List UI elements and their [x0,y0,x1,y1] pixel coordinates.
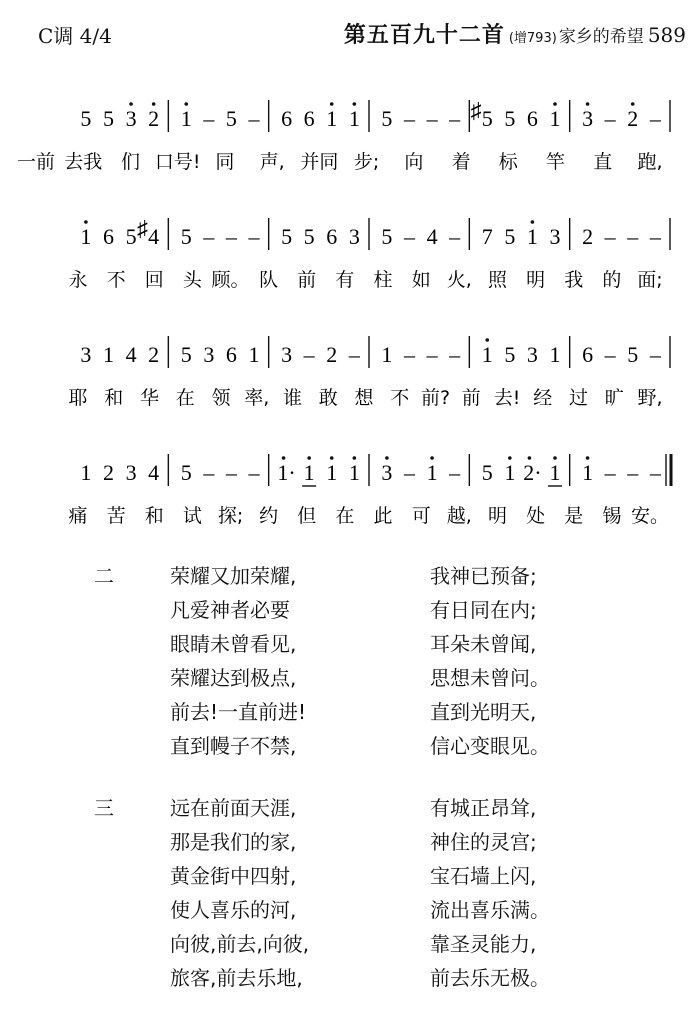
lyric-syllable: 安。 [630,505,670,527]
note-number: 5 [504,106,516,131]
dash-mark: – [225,460,237,485]
verse-line [0,826,700,860]
note-number: 3 [80,342,92,367]
lyric-syllable: 一前 [16,151,56,173]
verse-line-left: 向彼,前去,向彼, [170,932,310,956]
note-number: 1 [348,106,360,131]
note-number: 2 [148,106,160,131]
verse-line-right: 直到光明天, [430,700,537,724]
verse-line [0,628,700,662]
note-number: 3 [381,460,393,485]
verse-line-right: 神住的灵宫; [430,830,537,854]
octave-dot [330,102,334,106]
note-number: 1 [348,460,360,485]
note-number: 1 [426,460,438,485]
note-number: 1· [277,460,296,485]
lyric-syllable: 和 [144,505,164,527]
dash-mark: – [225,224,237,249]
verse-line-left: 荣耀达到极点, [170,666,297,690]
note-number: 1 [326,106,338,131]
lyric-syllable: 明 [487,505,507,527]
verse-line-right: 靠圣灵能力, [430,932,537,956]
lyric-syllable: 们 [120,151,140,173]
octave-dot [353,102,357,106]
verse-line-left: 荣耀又加荣耀, [170,564,297,588]
note-number: 2 [102,460,114,485]
octave-dot [485,338,489,342]
lyric-syllable: 但 [297,505,317,527]
lyric-syllable: 直 [593,151,613,173]
note-number: 5 [180,342,192,367]
lyric-syllable: 领 [211,387,231,409]
octave-dot [129,102,133,106]
verse-line [0,860,700,894]
dash-mark: – [449,224,461,249]
lyric-syllable: 前 [297,269,317,291]
note-number: 1 [549,342,561,367]
verse-line-left: 远在前面天涯, [170,796,297,820]
note-number: 6 [102,224,114,249]
note-number: 3 [281,342,293,367]
dash-mark: – [649,460,661,485]
octave-dot [282,456,286,460]
lyric-syllable: 前? [420,387,451,409]
dash-mark: – [248,460,260,485]
octave-dot [353,456,357,460]
octave-dot [586,456,590,460]
score-system [80,336,670,368]
verse-line [0,696,700,730]
octave-dot [553,102,557,106]
note-number: 5 [180,460,192,485]
lyric-syllable: 旷 [604,387,624,409]
dash-mark: – [426,342,438,367]
verse-line-left: 眼睛未曾看见, [170,632,297,656]
lyric-syllable: 处 [526,505,546,527]
note-number: 5 [481,106,493,131]
lyric-syllable: 回 [144,269,164,291]
dash-mark: – [649,342,661,367]
lyric-syllable: 不 [106,269,126,291]
dash-mark: – [449,342,461,367]
key-signature: C调 4/4 [38,24,112,48]
verse-line-right: 信心变眼见。 [430,734,550,758]
note-number: 6 [526,106,538,131]
lyric-syllable: 去! [493,387,521,409]
note-number: 6 [225,342,237,367]
verse-line [0,962,700,996]
verse-2 [0,560,700,764]
lyric-syllable: 照 [487,269,507,291]
lyric-syllable: 同 [215,151,235,173]
hymn-name: 家乡的希望 [558,27,644,47]
lyric-syllable: 试 [182,505,202,527]
note-number: 5 [180,224,192,249]
note-number: 1 [102,342,114,367]
note-number: 1 [326,460,338,485]
dash-mark: – [403,224,415,249]
verse-line [0,894,700,928]
hymn-number-title: 第五百九十二首 [343,23,505,48]
verse-number: 三 [94,796,114,820]
verse-line-right: 流出喜乐满。 [430,898,550,922]
note-number: 2 [582,224,594,249]
lyric-syllable: 明 [526,269,546,291]
lyric-syllable: 率, [244,387,270,409]
lyric-syllable: 去我 [64,151,103,173]
lyric-syllable: 头 [182,269,202,291]
octave-dot [84,220,88,224]
lyric-syllable: 过 [568,387,589,409]
octave-dot [330,456,334,460]
lyric-syllable: 谁 [282,387,303,409]
note-number: 2 [148,342,160,367]
note-number: 1 [549,106,561,131]
lyric-line [17,151,663,173]
note-number: 1 [526,224,538,249]
dash-mark: – [449,106,461,131]
verse-line-left: 黄金街中四射, [170,864,297,888]
note-number: 5 [381,224,393,249]
verse-line-left: 凡爱神者必要 [170,598,290,622]
score-system [80,454,671,486]
dash-mark: – [604,342,616,367]
dash-mark: – [403,106,415,131]
verse-line [0,662,700,696]
dash-mark: – [348,342,360,367]
sharp-accidental: ♯ [470,98,482,123]
score-system [80,98,670,132]
note-number: 5 [504,342,516,367]
note-number: 7 [481,224,493,249]
verse-line-left: 那是我们的家, [170,830,297,854]
note-number: 5 [381,106,393,131]
dash-mark: – [203,460,215,485]
lyric-syllable: 在 [335,505,355,527]
lyric-syllable: 在 [175,387,195,409]
note-number: 2 [326,342,338,367]
verse-number: 二 [94,564,114,588]
dash-mark: – [604,460,616,485]
lyric-syllable: 探; [217,505,244,527]
lyric-syllable: 队 [259,269,279,291]
lyric-syllable: 永 [68,269,88,291]
dash-mark: – [203,106,215,131]
lyric-syllable: 向 [404,151,424,173]
dash-mark: – [449,460,461,485]
note-number: 1 [381,342,393,367]
note-number: 1 [549,460,561,485]
verse-line-right: 前去乐无极。 [430,966,550,990]
verse-line-left: 前去!一直前进! [170,700,307,724]
dash-mark: – [403,342,415,367]
note-number: 3 [549,224,561,249]
lyric-syllable: 想 [354,387,374,409]
dash-mark: – [627,460,639,485]
note-number: 5 [627,342,639,367]
note-number: 1 [481,342,493,367]
note-number: 1 [504,460,516,485]
octave-dot [430,456,434,460]
note-number: 5 [225,106,237,131]
lyric-syllable: 耶 [68,387,88,409]
verse-line [0,792,700,826]
note-number: 1 [582,460,594,485]
note-number: 4 [148,224,160,249]
dash-mark: – [604,224,616,249]
lyric-syllable: 锡 [602,505,622,527]
note-number: 1 [303,460,315,485]
verse-line [0,928,700,962]
note-number: 1 [80,460,92,485]
note-number: 1 [248,342,260,367]
lyric-syllable: 是 [564,505,584,527]
octave-dot [531,220,535,224]
additional-verses [0,560,700,1024]
note-number: 6 [326,224,338,249]
octave-dot [586,102,590,106]
dash-mark: – [627,224,639,249]
dash-mark: – [248,106,260,131]
lyric-syllable: 敢 [318,387,338,409]
note-number: 3 [203,342,215,367]
note-number: 3 [125,106,137,131]
lyric-syllable: 约 [259,505,279,527]
note-number: 3 [125,460,137,485]
lyric-syllable: 声, [259,151,285,173]
note-number: 4 [148,460,160,485]
note-number: 5 [125,224,137,249]
lyric-syllable: 柱 [373,269,393,291]
octave-dot [152,102,156,106]
verse-line-right: 宝石墙上闪, [430,864,537,888]
lyric-syllable: 有 [335,269,355,291]
octave-dot [528,456,532,460]
page-number: 589 [647,23,686,47]
lyric-syllable: 步; [353,151,380,173]
octave-dot [184,102,188,106]
lyric-syllable: 的 [602,269,622,291]
verse-line-right: 思想未曾问。 [430,666,550,690]
lyric-syllable: 面; [637,269,663,291]
lyric-syllable: 苦 [106,505,126,527]
note-number: 5 [504,224,516,249]
note-number: 5 [102,106,114,131]
note-number: 1 [80,224,92,249]
dash-mark: – [426,106,438,131]
dash-mark: – [649,106,661,131]
note-number: 1 [180,106,192,131]
dash-mark: – [248,224,260,249]
note-number: 5 [481,460,493,485]
lyric-syllable: 火, [446,269,472,291]
lyric-syllable: 此 [373,505,393,527]
octave-dot [307,456,311,460]
verse-line-right: 我神已预备; [430,564,537,588]
lyric-syllable: 标 [498,151,518,173]
dash-mark: – [203,224,215,249]
note-number: 2 [627,106,639,131]
verse-line-left: 直到幔子不禁, [170,734,297,758]
verse-line-right: 有城正昂耸, [430,796,537,820]
note-number: 5 [303,224,315,249]
dash-mark: – [303,342,315,367]
score-system [80,216,670,250]
verse-line-right: 耳朵未曾闻, [430,632,537,656]
octave-dot [553,456,557,460]
lyric-syllable: 华 [139,387,160,409]
lyric-syllable: 不 [390,387,410,409]
lyric-line [68,386,662,409]
note-number: 5 [80,106,92,131]
lyric-syllable: 跑, [637,151,663,173]
hymn-supplement-note: (增793) [508,31,557,46]
verse-line [0,594,700,628]
octave-dot [385,456,389,460]
verse-line [0,560,700,594]
note-number: 3 [526,342,538,367]
verse-line-right: 有日同在内; [430,598,537,622]
verse-line-left: 使人喜乐的河, [170,898,297,922]
lyric-syllable: 前 [461,387,481,409]
lyric-syllable: 着 [451,151,471,173]
note-number: 3 [348,224,360,249]
lyric-syllable: 顾。 [211,269,250,291]
note-number: 4 [125,342,137,367]
lyric-syllable: 越, [446,505,472,527]
note-number: 6 [303,106,315,131]
lyric-syllable: 并同 [300,151,339,173]
lyric-syllable: 口号! [154,151,201,173]
lyric-syllable: 痛 [68,505,88,527]
lyric-syllable: 竿 [546,151,566,173]
note-number: 2· [523,460,542,485]
dash-mark: – [604,106,616,131]
lyric-syllable: 经 [533,387,553,409]
note-number: 6 [281,106,293,131]
note-number: 5 [281,224,293,249]
lyric-syllable: 可 [411,505,431,527]
octave-dot [631,102,635,106]
verse-line-left: 旅客,前去乐地, [170,966,303,990]
lyric-syllable: 和 [104,387,124,409]
dash-mark: – [649,224,661,249]
lyric-syllable: 我 [564,269,584,291]
note-number: 6 [582,342,594,367]
lyric-line [68,269,662,291]
verse-line [0,730,700,764]
lyric-syllable: 如 [411,269,431,291]
sharp-accidental: ♯ [137,216,149,241]
note-number: 3 [582,106,594,131]
octave-dot [508,456,512,460]
note-number: 4 [426,224,438,249]
verse-3 [0,792,700,996]
lyric-syllable: 野, [637,387,663,409]
lyric-line [68,505,669,527]
dash-mark: – [403,460,415,485]
